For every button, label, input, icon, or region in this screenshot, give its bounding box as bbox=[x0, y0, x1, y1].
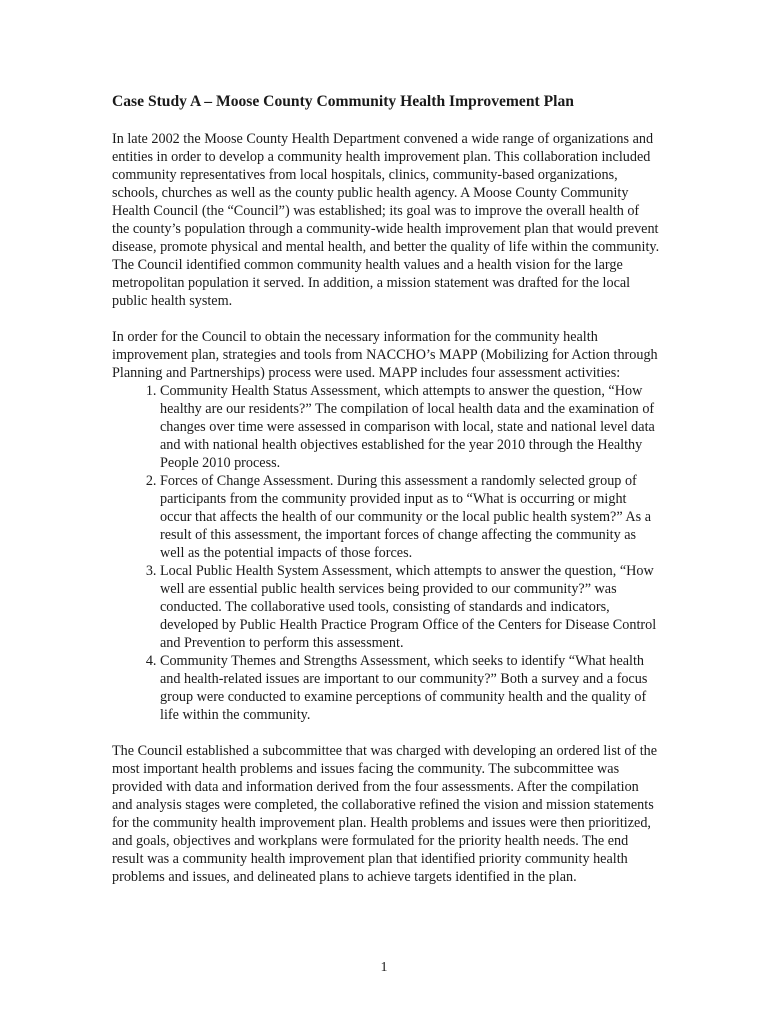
list-item: 2. Forces of Change Assessment. During this assessment a randomly selected group of participants from the community provided input as to “What is occurring or might occur that affects the health of our community or the local public health system?” As a result of this assessment, the important forces of change affecting the community as well as the potential impacts of those forces. bbox=[160, 472, 660, 562]
list-item: 1. Community Health Status Assessment, which attempts to answer the question, “How healthy are our residents?” The compilation of local health data and the examination of changes over time were assessed in comparison with local, state and national level data and with national health objectives established for the year 2010 through the Healthy People 2010 process. bbox=[160, 382, 660, 472]
document-page bbox=[112, 92, 660, 904]
intro-paragraph: In late 2002 the Moose County Health Department convened a wide range of organizations and entities in order to develop a community health improvement plan. This collaboration included community representatives from local hospitals, clinics, community-based organizations, schools, churches as well as the county public health agency. A Moose County Community Health Council (the “Council”) was established; its goal was to improve the overall health of the county’s population through a community-wide health improvement plan that would prevent disease, promote physical and mental health, and better the quality of life within the community. The Council identified common community health values and a health vision for the large metropolitan population it served. In addition, a mission statement was drafted for the local public health system. bbox=[112, 131, 660, 309]
document-title: Case Study A – Moose County Community Health Improvement Plan bbox=[112, 93, 574, 110]
page-number: 1 bbox=[380, 960, 388, 975]
assessment-list bbox=[112, 382, 660, 724]
mapp-paragraph: In order for the Council to obtain the necessary information for the community health improvement plan, strategies and tools from NACCHO’s MAPP (Mobilizing for Action through Planning and Partnerships) process were used. MAPP includes four assessment activities: bbox=[112, 329, 658, 381]
list-item: 4. Community Themes and Strengths Assessment, which seeks to identify “What health and health-related issues are important to our community?” Both a survey and a focus group were conducted to examine perceptions of community health and the quality of life within the community. bbox=[160, 652, 660, 724]
subcommittee-paragraph: The Council established a subcommittee that was charged with developing an ordered list of the most important health problems and issues facing the community. The subcommittee was provided with data and information derived from the four assessments. After the compilation and analysis stages were completed, the collaborative refined the vision and mission statements for the community health improvement plan. Health problems and issues were then prioritized, and goals, objectives and workplans were formulated for the priority health needs. The end result was a community health improvement plan that identified priority community health problems and issues, and delineated plans to achieve targets identified in the plan. bbox=[112, 743, 658, 885]
list-item: 3. Local Public Health System Assessment, which attempts to answer the question, “How well are essential public health services being provided to our community?” was conducted. The collaborative used tools, consisting of standards and indicators, developed by Public Health Practice Program Office of the Centers for Disease Control and Prevention to perform this assessment. bbox=[160, 562, 660, 652]
